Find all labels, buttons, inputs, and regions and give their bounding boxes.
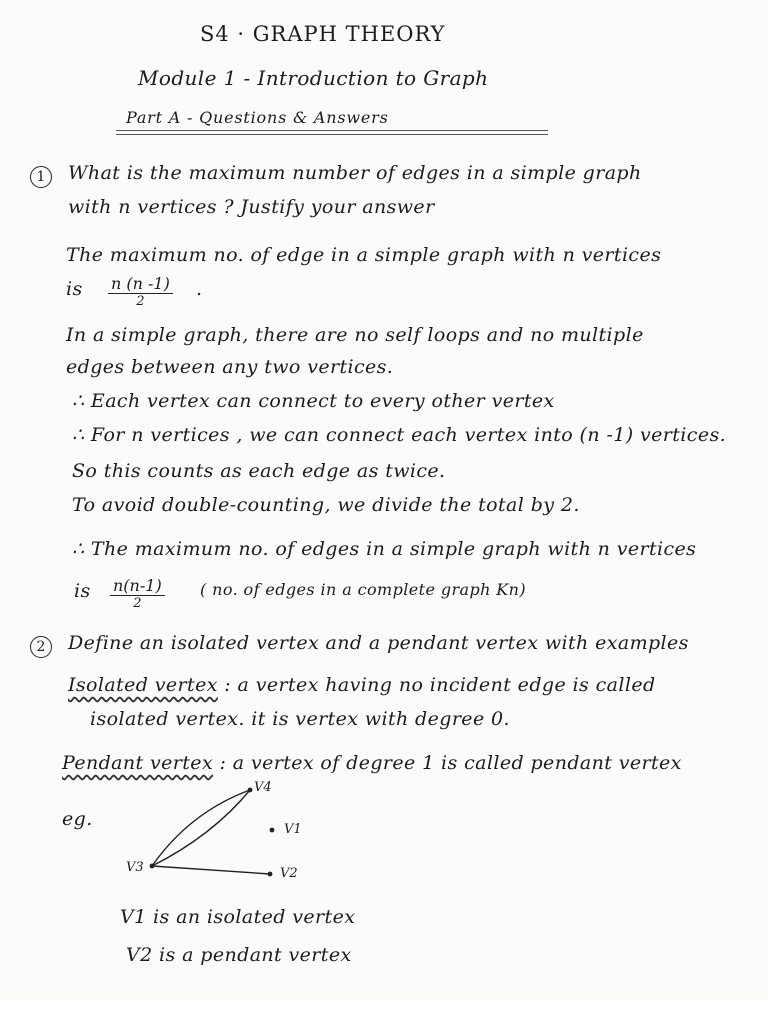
graph-vertex-v3 [150, 864, 155, 869]
part-heading: Part A - Questions & Answers [126, 108, 389, 127]
answer-1-line-2-prefix: is [66, 278, 83, 300]
page-bottom-margin [0, 1000, 768, 1024]
graph-edge-v3-v4-upper [152, 790, 250, 866]
example-label: eg. [62, 808, 93, 830]
page-title: S4 · GRAPH THEORY [200, 22, 446, 46]
answer-1-line-7: So this counts as each edge as twice. [72, 460, 446, 482]
isolated-vertex-definition-text: : a vertex having no incident edge is called [224, 674, 656, 696]
pendant-vertex-conclusion: V2 is a pendant vertex [126, 944, 352, 966]
graph-vertex-v2 [268, 872, 273, 877]
fraction-denominator: 2 [136, 294, 145, 309]
fraction-period: . [196, 278, 203, 300]
answer-1-line-10-prefix: is [74, 580, 91, 602]
isolated-vertex-conclusion: V1 is an isolated vertex [120, 906, 356, 928]
vertex-label-v2: V2 [280, 866, 298, 881]
question-number-badge: 1 [30, 166, 52, 188]
module-heading: Module 1 - Introduction to Graph [138, 66, 489, 90]
question-1-line-1: What is the maximum number of edges in a simple graph [68, 162, 642, 184]
graph-vertex-v4 [248, 788, 253, 793]
isolated-vertex-term: Isolated vertex [68, 674, 218, 696]
pendant-vertex-definition-text: : a vertex of degree 1 is called pendant vertex [219, 752, 682, 774]
vertex-label-v1: V1 [284, 822, 302, 837]
fraction-numerator: n (n -1) [108, 274, 173, 294]
answer-1-line-9: ∴ The maximum no. of edges in a simple graph with n vertices [72, 538, 697, 560]
vertex-label-v3: V3 [126, 860, 144, 875]
question-1-line-2: with n vertices ? Justify your answer [68, 196, 435, 218]
graph-vertex-v1 [270, 828, 275, 833]
question-number-badge: 2 [30, 636, 52, 658]
fraction-denominator: 2 [133, 596, 142, 611]
answer-1-line-8: To avoid double-counting, we divide the total by 2. [72, 494, 580, 516]
graph-edge-v3-v4-lower [152, 790, 250, 866]
fraction-numerator: n(n-1) [110, 576, 165, 596]
isolated-vertex-definition-line-2: isolated vertex. it is vertex with degree 0. [90, 708, 510, 730]
answer-1-line-6: ∴ For n vertices , we can connect each vertex into (n -1) vertices. [72, 424, 727, 446]
question-2-line-1: Define an isolated vertex and a pendant vertex with examples [68, 632, 689, 654]
answer-1-line-10-note: ( no. of edges in a complete graph Kn) [200, 580, 526, 599]
answer-1-line-3: In a simple graph, there are no self loops and no multiple [66, 324, 644, 346]
pendant-vertex-term: Pendant vertex [62, 752, 214, 774]
answer-1-line-5: ∴ Each vertex can connect to every other vertex [72, 390, 555, 412]
answer-1-line-1: The maximum no. of edge in a simple graph with n vertices [66, 244, 662, 266]
answer-1-line-4: edges between any two vertices. [66, 356, 394, 378]
graph-edge-v3-v2 [152, 866, 270, 874]
vertex-label-v4: V4 [254, 780, 272, 795]
